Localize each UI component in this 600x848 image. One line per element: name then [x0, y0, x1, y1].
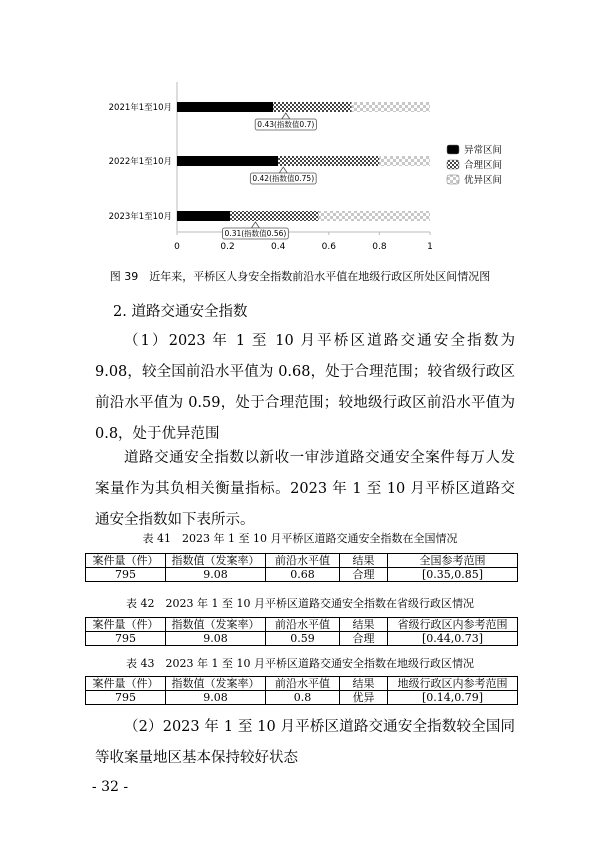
x-tick-label: 0.2: [220, 242, 235, 252]
table-cell: 795: [86, 691, 166, 705]
header-cell: 结果: [340, 618, 388, 632]
chart-legend: [447, 144, 502, 186]
legend-label: 合理区间: [464, 160, 503, 171]
figure-caption: 图 39 近年来，平桥区人身安全指数前沿水平值在地级行政区所处区间情况图: [109, 270, 491, 283]
bar-segment: [273, 102, 351, 112]
table-42: [85, 617, 518, 646]
header-cell: 前沿水平值: [266, 554, 340, 568]
table-42-title: 表 42 2023 年 1 至 10 月平桥区道路交通安全指数在省级行政区情况: [126, 597, 474, 610]
annotation-pointer: [279, 167, 287, 173]
table-cell: 0.8: [266, 691, 340, 705]
bar-segment: [230, 211, 319, 221]
x-tick-label: 0.6: [321, 242, 336, 252]
header-cell: 地级行政区内参考范围: [388, 677, 518, 691]
header-cell: 结果: [340, 677, 388, 691]
table-43: [85, 676, 518, 705]
table-cell: 0.68: [266, 568, 340, 582]
table-41-title: 表 41 2023 年 1 至 10 月平桥区道路交通安全指数在全国情况: [142, 532, 458, 545]
annotation-callout: [223, 222, 289, 239]
header-cell: 案件量（件）: [86, 554, 166, 568]
x-tick-label: 0.4: [271, 242, 286, 252]
header-cell: 指数值（发案率）: [166, 618, 266, 632]
table-row: [86, 568, 518, 582]
table-41: [85, 553, 518, 582]
table-header-row: [86, 677, 518, 691]
category-label: 2021年1至10月: [108, 103, 172, 113]
annotation-pointer: [282, 113, 290, 119]
legend-swatch: [447, 175, 459, 184]
bar-segment: [177, 102, 273, 112]
paragraph-3: （2）2023 年 1 至 10 月平桥区道路交通安全指数较全国同等收案量地区基本保持较好状态: [95, 719, 515, 766]
header-cell: 全国参考范围: [388, 554, 518, 568]
table-cell: 9.08: [166, 691, 266, 705]
bar-segment: [177, 156, 278, 166]
table-header-row: [86, 618, 518, 632]
bar-segment: [352, 102, 430, 112]
annotation-callout: [255, 113, 316, 130]
section-heading: 2. 道路交通安全指数: [113, 304, 248, 320]
table-cell: 合理: [340, 632, 388, 646]
annotation-callout: [250, 167, 316, 184]
table-cell: 795: [86, 568, 166, 582]
header-cell: 前沿水平值: [266, 618, 340, 632]
interval-chart: [0, 0, 600, 265]
header-cell: 指数值（发案率）: [166, 554, 266, 568]
bar-segment: [379, 156, 430, 166]
page-number: - 32 -: [91, 779, 129, 795]
table-43-title: 表 43 2023 年 1 至 10 月平桥区道路交通安全指数在地级行政区情况: [126, 657, 474, 670]
annotation-label: 0.42(指数值0.75): [252, 174, 315, 184]
legend-swatch: [447, 145, 459, 154]
category-label: 2023年1至10月: [108, 212, 172, 222]
table-cell: 优异: [340, 691, 388, 705]
bar-segment: [177, 211, 230, 221]
table-cell: [0.14,0.79]: [388, 691, 518, 705]
table-cell: 795: [86, 632, 166, 646]
table-header-row: [86, 554, 518, 568]
x-tick-label: 1: [427, 242, 433, 252]
table-cell: 0.59: [266, 632, 340, 646]
category-label: 2022年1至10月: [108, 157, 172, 167]
header-cell: 结果: [340, 554, 388, 568]
header-cell: 省级行政区内参考范围: [388, 618, 518, 632]
table-cell: [0.35,0.85]: [388, 568, 518, 582]
table-cell: [0.44,0.73]: [388, 632, 518, 646]
table-cell: 合理: [340, 568, 388, 582]
annotation-label: 0.43(指数值0.7): [257, 120, 315, 130]
x-tick-label: 0: [174, 242, 180, 252]
header-cell: 前沿水平值: [266, 677, 340, 691]
annotation-label: 0.31(指数值0.56): [224, 229, 287, 239]
header-cell: 案件量（件）: [86, 677, 166, 691]
header-cell: 指数值（发案率）: [166, 677, 266, 691]
legend-label: 异常区间: [464, 145, 503, 156]
bar-segment: [319, 211, 430, 221]
bar-segment: [278, 156, 379, 166]
table-row: [86, 632, 518, 646]
table-cell: 9.08: [166, 568, 266, 582]
x-tick-label: 0.8: [372, 242, 387, 252]
legend-swatch: [447, 160, 459, 169]
header-cell: 案件量（件）: [86, 618, 166, 632]
legend-label: 优异区间: [464, 175, 503, 186]
paragraph-2: 道路交通安全指数以新收一审涉道路交通安全案件每万人发案量作为其负相关衡量指标。2023 年 1 至 10 月平桥区道路交通安全指数如下表所示。: [95, 450, 515, 528]
table-cell: 9.08: [166, 632, 266, 646]
table-row: [86, 691, 518, 705]
paragraph-1: （1）2023 年 1 至 10 月平桥区道路交通安全指数为 9.08，较全国前沿水平值为 0.68，处于合理范围；较省级行政区前沿水平值为 0.59，处于合理范围；较地级行政区前沿水平值为 0.8，处于优异范围: [95, 333, 515, 442]
annotation-pointer: [251, 222, 259, 228]
